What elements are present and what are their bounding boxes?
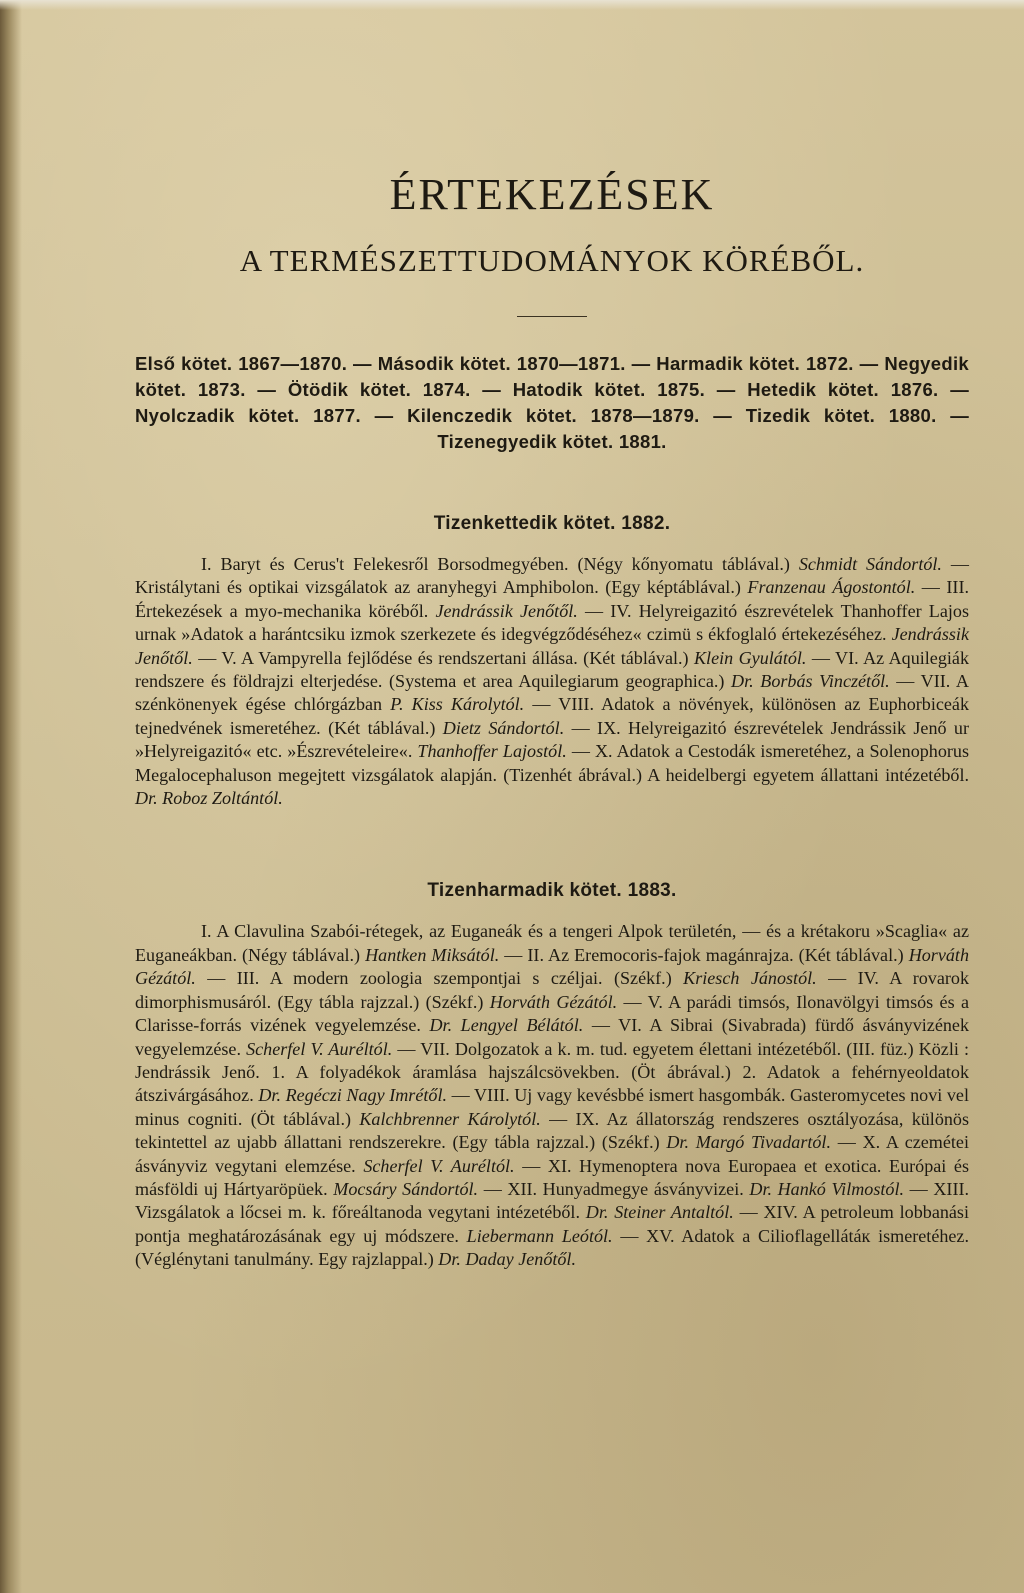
author-name: Hantken Miksától.	[365, 944, 500, 965]
author-name: Thanhoffer Lajostól.	[417, 741, 567, 762]
text-segment: — XII. Hunyadmegye ásványvizei.	[478, 1178, 750, 1199]
title-divider	[517, 316, 587, 317]
text-segment: — XIII. Vizsgálatok a lőcsei m. k. főreáltanoda vegytani intézetéből.	[135, 1178, 970, 1223]
volume-12-contents	[135, 553, 969, 810]
author-name: P. Kiss Károlytól.	[390, 694, 525, 715]
author-name: Dr. Lengyel Bélától.	[429, 1015, 584, 1036]
author-name: Dr. Regéczi Nagy Imrétől.	[258, 1085, 448, 1106]
author-name: Franzenau Ágostontól.	[747, 577, 916, 598]
text-segment: — V. A parádi timsós, Ilonavölgyi timsós és a Clarisse-forrás vizének vegyelemzése.	[135, 991, 969, 1036]
author-name: Jendrássik Jenőtől.	[435, 600, 578, 621]
author-name: Kriesch Jánostól.	[683, 968, 817, 989]
page-edge-shadow	[0, 0, 22, 1593]
volumes-list: Első kötet. 1867—1870. — Második kötet. 1870—1871. — Harmadik kötet. 1872. — Negyedik kötet. 1873. — Ötödik kötet. 1874. — Hatodik kötet. 1875. — Hetedik kötet. 1876. — Nyolczadik kötet. 1877. — Kilenczedik kötet. 1878—1879. — Tizedik kötet. 1880. — Tizenegyedik kötet. 1881.	[135, 353, 969, 452]
text-segment: I. Baryt és Cerus't Felekesről Borsodmegyében. (Négy kőnyomatu táblával.)	[201, 554, 799, 574]
author-name: Dr. Roboz Zoltántól.	[135, 788, 283, 809]
text-segment: — V. A Vampyrella fejlődése és rendszertani állása. (Két táblával.)	[192, 647, 694, 668]
volume-13-heading: Tizenharmadik kötet. 1883.	[427, 880, 677, 902]
text-segment: — VI. A Sibrai (Sivabrada) fürdő ásványvizének vegyelemzése.	[135, 1015, 969, 1059]
text-segment: — IX. Helyreigazitó észrevételek Jendrássik Jenő ur »Helyreigazitó« etc. »Észrevételeire«.	[135, 717, 969, 762]
text-segment: — X. Adatok a Cestodák ismeretéhez, a Solenophorus Megalocephaluson megejtett vizsgálatok alapján. (Tizenhét ábrával.) A heidelbergi egyetem állattani intézetéből.	[135, 741, 969, 785]
author-name: Liebermann Leótól.	[466, 1225, 613, 1246]
author-name: Scherfel V. Auréltól.	[246, 1038, 393, 1059]
page-top-edge	[0, 0, 1024, 10]
text-segment: — III. Értekezések a myo-mechanika köréből.	[135, 577, 970, 621]
author-name: Scherfel V. Auréltól.	[363, 1155, 515, 1176]
text-segment: — IV. A rovarok dimorphismusáról. (Egy tábla rajzzal.) (Székf.)	[135, 968, 969, 1012]
volume-13-contents	[135, 920, 969, 1271]
author-name: Dr. Borbás Vinczétől.	[731, 671, 890, 692]
text-segment: — II. Az Eremocoris-fajok magánrajza. (Két táblával.)	[499, 944, 909, 965]
author-name: Horváth Gézától.	[135, 944, 969, 989]
text-segment: — IV. Helyreigazitó észrevételek Thanhoffer Lajos urnak »Adatok a harántcsiku izmok szerkezete és idegvégződéséhez« czimü s ékfoglaló értekezéséhez.	[135, 600, 969, 645]
author-name: Dr. Steiner Antaltól.	[585, 1202, 734, 1223]
text-segment: — XV. Adatok a Cilioflagellátáк ismeretéhez. (Véglénytani tanulmány. Egy rajzlappal.)	[135, 1225, 969, 1270]
text-segment: — XIV. A petroleum lobbanási pontja meghatározásának egy uj módszere.	[135, 1202, 969, 1246]
volume-12-heading: Tizenkettedik kötet. 1882.	[433, 513, 671, 534]
text-segment: I. A Clavulina Szabói-rétegek, az Euganeák és a tengeri Alpok területén, — és a krétakoru »Scaglia« az Euganeákban. (Négy táblával.)	[135, 921, 969, 965]
page-subtitle: A TERMÉSZETTUDOMÁNYOK KÖRÉBŐL.	[239, 243, 865, 278]
text-segment: — VIII. Adatok a növények, különösen az Euphorbiceák tejnedvének ismeretéhez. (Két táblával.)	[135, 694, 970, 738]
author-name: Mocsáry Sándortól.	[333, 1178, 479, 1199]
author-name: Dr. Daday Jenőtől.	[438, 1249, 576, 1270]
author-name: Schmidt Sándortól.	[798, 554, 942, 574]
author-name: Dietz Sándortól.	[442, 717, 565, 738]
text-segment: — XI. Hymenoptera nova Europaea et exotica. Európai és másföldi uj Hártyaröpüek.	[135, 1155, 969, 1199]
text-segment: — VII. Dolgozatok a k. m. tud. egyetem élettani intézetéből. (III. füz.) Közli : Jendrássik Jenő. 1. A folyadékok áramlása hajszálcsövekben. (Öt ábrával.) 2. Adatok a fehérnyeoldatok átszivárgásához.	[135, 1038, 969, 1106]
author-name: Dr. Hankó Vilmostól.	[749, 1178, 905, 1199]
text-segment: — VI. Az Aquilegiák rendszere és földrajzi elterjedése. (Systema et area Aquilegiarum geographica.)	[135, 647, 969, 692]
author-name: Klein Gyulától.	[693, 647, 807, 668]
author-name: Kalchbrenner Károlytól.	[359, 1108, 541, 1129]
text-segment: — X. A czemétei ásványviz vegytani elemzése.	[135, 1132, 969, 1176]
text-segment: — VIII. Uj vagy kevésbbé ismert hasgombák. Gasteromycetes novi vel minus cogniti. (Öt táblával.)	[135, 1085, 969, 1129]
text-segment: — Kristálytani és optikai vizsgálatok az aranyhegyi Amphibolon. (Egy képtáblával.)	[135, 554, 969, 598]
text-segment: — IX. Az állatország rendszeres osztályozása, különös tekintettel az ujabb állattani rendszerekre. (Egy tábla rajzzal.) (Székf.)	[135, 1108, 969, 1153]
author-name: Jendrássik Jenőtől.	[135, 624, 969, 668]
text-segment: — III. A modern zoologia szempontjai s czéljai. (Székf.)	[195, 968, 684, 989]
author-name: Dr. Margó Tivadartól.	[666, 1132, 831, 1153]
text-segment: — VII. A szénkönenyek égése chlórgázban	[135, 671, 969, 715]
page-title: ÉRTEKEZÉSEK	[389, 170, 715, 219]
author-name: Horváth Gézától.	[489, 991, 618, 1012]
